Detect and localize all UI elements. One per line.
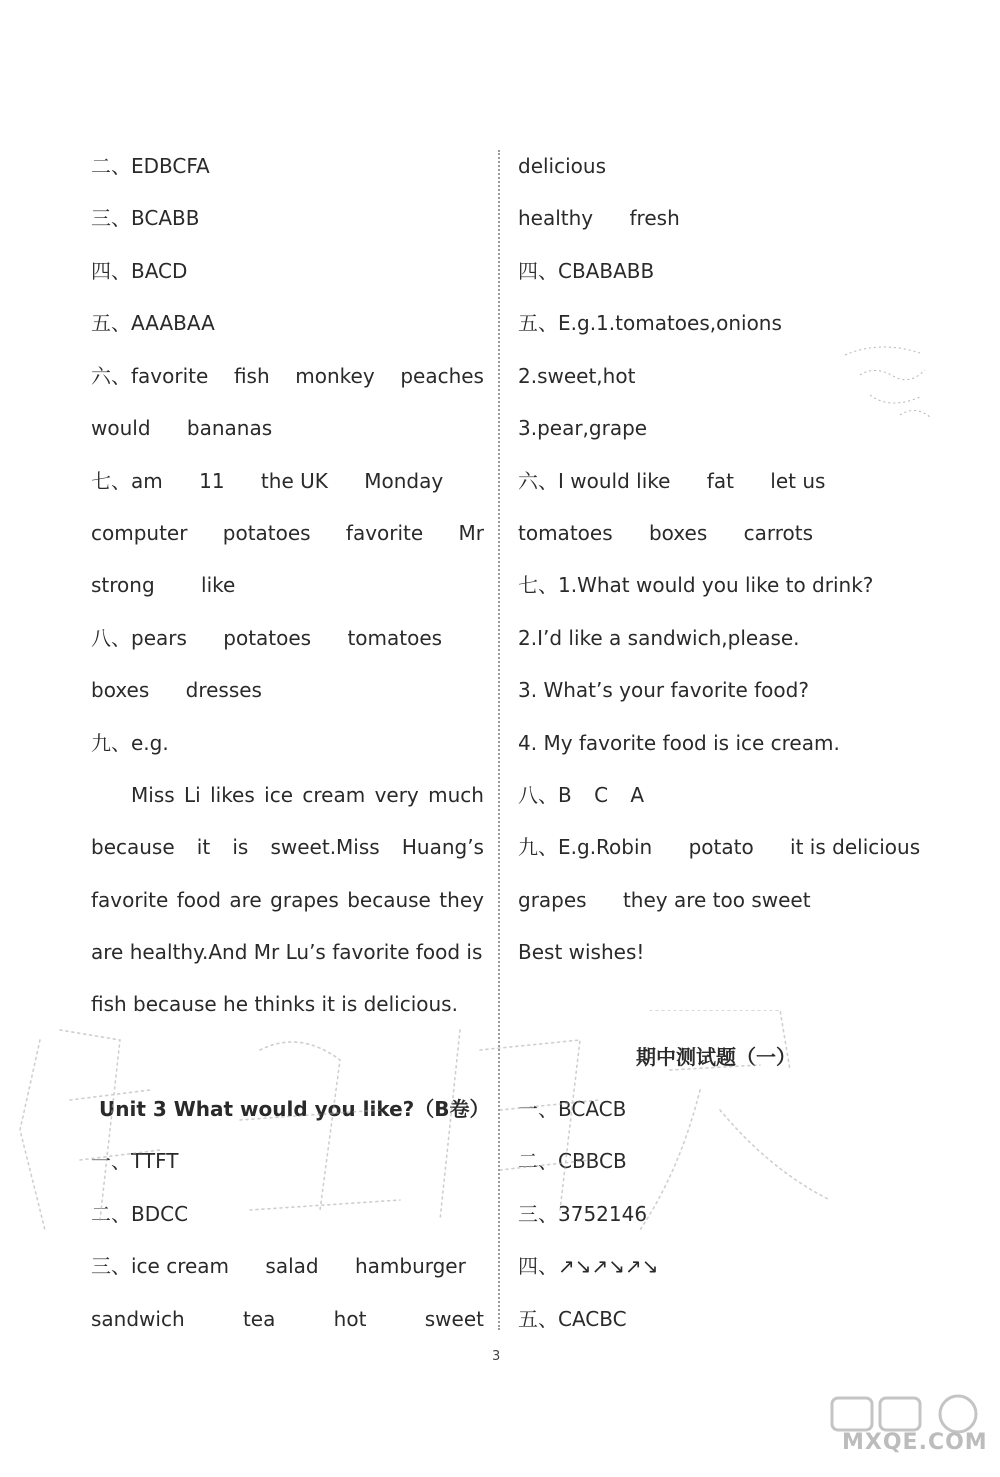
answer-word: 七、am xyxy=(91,469,163,493)
paragraph-line xyxy=(91,782,484,808)
answer-line: delicious xyxy=(518,154,606,178)
answer-word: hot xyxy=(333,1307,367,1331)
answer-word: 三、ice cream xyxy=(91,1254,230,1278)
answer-word: potatoes xyxy=(223,626,312,650)
answer-word: 六、favorite xyxy=(91,364,209,388)
answer-word: potato xyxy=(688,835,754,859)
answer-word: the UK xyxy=(260,469,328,493)
paragraph-word: food xyxy=(176,888,221,912)
answer-line: 3. What’s your favorite food? xyxy=(518,678,809,702)
paragraph-word: grapes xyxy=(270,888,339,912)
answer-line: 九、e.g. xyxy=(91,731,169,755)
answer-word: A xyxy=(630,783,645,807)
paragraph-word: Huang’s xyxy=(401,835,484,859)
answer-line xyxy=(518,520,813,546)
answer-line xyxy=(91,468,443,494)
paragraph-word: much xyxy=(428,783,484,807)
page-number: 3 xyxy=(492,1349,501,1364)
answer-line: 四、CBABABB xyxy=(518,259,655,283)
answer-word: fish xyxy=(233,364,270,388)
paragraph-word: are xyxy=(229,888,262,912)
answer-line xyxy=(91,677,262,703)
paragraph-word: cream xyxy=(302,783,366,807)
answer-line xyxy=(91,415,272,441)
answer-word: bananas xyxy=(186,416,273,440)
answer-line: 二、BDCC xyxy=(91,1202,189,1226)
answer-word: fat xyxy=(706,469,734,493)
answer-line: 四、↗↘↗↘↗↘ xyxy=(518,1254,659,1278)
answer-word: healthy xyxy=(518,206,594,230)
answer-line xyxy=(91,520,484,546)
exam-title: 期中测试题（一） xyxy=(636,1045,796,1069)
answer-word: 八、pears xyxy=(91,626,187,650)
answer-word: 九、E.g.Robin xyxy=(518,835,653,859)
answer-word: favorite xyxy=(345,521,424,545)
answer-line xyxy=(518,782,644,808)
answer-word: would xyxy=(91,416,151,440)
answer-line xyxy=(518,468,825,494)
answer-word: 八、B xyxy=(518,783,572,807)
answer-word: it is delicious xyxy=(790,835,921,859)
answer-word: monkey xyxy=(295,364,375,388)
answer-line: 三、3752146 xyxy=(518,1202,648,1226)
paragraph-word: it xyxy=(196,835,211,859)
answer-word: hamburger xyxy=(354,1254,466,1278)
paragraph-line: are healthy.And Mr Lu’s favorite food is xyxy=(91,940,483,964)
paragraph-word: likes xyxy=(210,783,255,807)
answer-word: they are too sweet xyxy=(622,888,811,912)
answer-line: 二、EDBCFA xyxy=(91,154,210,178)
answer-word: carrots xyxy=(743,521,814,545)
paragraph-word: favorite xyxy=(91,888,169,912)
answer-line xyxy=(91,363,484,389)
answer-line xyxy=(91,572,235,598)
answer-word: boxes xyxy=(648,521,708,545)
paragraph-word: because xyxy=(347,888,431,912)
answer-word: tomatoes xyxy=(518,521,613,545)
answer-word: tea xyxy=(242,1307,276,1331)
answer-word: Mr xyxy=(458,521,484,545)
answer-line: 五、E.g.1.tomatoes,onions xyxy=(518,311,782,335)
answer-line xyxy=(518,205,680,231)
answer-word: like xyxy=(201,573,236,597)
answer-word: Monday xyxy=(364,469,444,493)
answer-word: dresses xyxy=(185,678,262,702)
answer-word: salad xyxy=(265,1254,319,1278)
paragraph-word: they xyxy=(439,888,484,912)
answer-line: 二、CBBCB xyxy=(518,1149,627,1173)
answer-line: 2.I’d like a sandwich,please. xyxy=(518,626,800,650)
answer-line xyxy=(91,1253,466,1279)
paragraph-word: sweet.Miss xyxy=(270,835,380,859)
faint-stamp-mark xyxy=(840,335,940,425)
answer-line: 4. My favorite food is ice cream. xyxy=(518,731,840,755)
paragraph-word: Miss xyxy=(131,783,175,807)
answer-word: strong xyxy=(91,573,155,597)
paragraph-word: because xyxy=(91,835,175,859)
paragraph-word: is xyxy=(232,835,249,859)
paragraph-word: very xyxy=(374,783,419,807)
paragraph-word: ice xyxy=(264,783,294,807)
answer-line: 一、BCACB xyxy=(518,1097,627,1121)
answer-word: let us xyxy=(770,469,826,493)
answer-word: boxes xyxy=(91,678,150,702)
answer-word: computer xyxy=(91,521,188,545)
unit-title: Unit 3 What would you like?（B卷） xyxy=(99,1097,490,1121)
watermark-logo-large xyxy=(0,1010,840,1240)
answer-line: 3.pear,grape xyxy=(518,416,648,440)
answer-word: C xyxy=(594,783,609,807)
answer-line xyxy=(91,1306,484,1332)
answer-word: sweet xyxy=(424,1307,484,1331)
answer-word: fresh xyxy=(629,206,680,230)
answer-word: grapes xyxy=(518,888,587,912)
paragraph-line: fish because he thinks it is delicious. xyxy=(91,992,458,1016)
watermark-site-text: MXQE.COM xyxy=(842,1430,988,1455)
answer-word: potatoes xyxy=(222,521,311,545)
answer-line: 五、AAABAA xyxy=(91,311,215,335)
answer-line: 三、BCABB xyxy=(91,206,200,230)
answer-line xyxy=(518,834,920,860)
paragraph-line xyxy=(91,887,484,913)
paragraph-line xyxy=(91,834,484,860)
answer-line: 五、CACBC xyxy=(518,1307,627,1331)
answer-word: tomatoes xyxy=(347,626,443,650)
answer-line: 一、TTFT xyxy=(91,1149,179,1173)
answer-word: 11 xyxy=(199,469,225,493)
answer-line: 七、1.What would you like to drink? xyxy=(518,573,874,597)
answer-line: Best wishes! xyxy=(518,940,645,964)
answer-line xyxy=(518,887,811,913)
answer-line: 2.sweet,hot xyxy=(518,364,636,388)
answer-word: sandwich xyxy=(91,1307,185,1331)
answer-line xyxy=(91,625,442,651)
paragraph-word: Li xyxy=(184,783,201,807)
answer-word: peaches xyxy=(400,364,484,388)
answer-word: 六、I would like xyxy=(518,469,671,493)
answer-line: 四、BACD xyxy=(91,259,188,283)
